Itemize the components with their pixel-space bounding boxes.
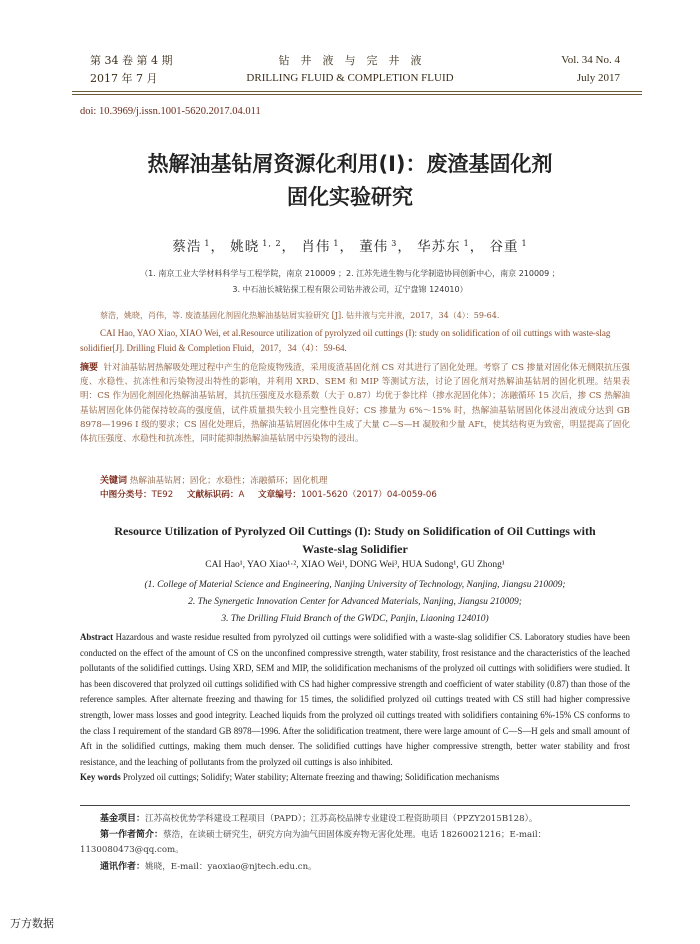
abstract-cn bbox=[80, 361, 630, 446]
author-sup: 1, 2 bbox=[262, 238, 282, 248]
doc-code-value: A bbox=[238, 490, 245, 500]
keywords-en-text: Prolyzed oil cuttings; Solidify; Water stability; Alternate freezing and thawing; Solidification mechanisms bbox=[122, 772, 500, 783]
author-name: 谷重 bbox=[489, 239, 519, 255]
footnote-rule bbox=[80, 805, 630, 806]
volume-en: Vol. 34 No. 4 bbox=[561, 54, 620, 66]
abstract-cn-text: 针对油基钻屑热解吸处理过程中产生的危险废物残渣，采用废渣基固化剂 CS 对其进行了固化处理。考察了 CS 掺量对固化体无侧限抗压强度、水稳性、抗冻性和污染物浸出特性的影响，并利用 XRD、SEM 和 MIP 等测试方法，讨论了固化剂对热解油基钻屑的固化机理。结果表明：CS 作为固化剂固化热解油基钻屑，其抗压强度及水稳系数（大于 0.87）均优于参比样（掺水泥固化体）；冻融循环 15 次后，掺 CS 热解油基钻屑固化体仍能保持较高的强度值，试件质量损失较小且完整性良好；CS 掺量为 6%～15% 时，热解油基钻屑固化体浸出液成分达到 GB 8978—1996 Ⅰ 级的要求；CS 固化处理后，热解油基钻屑固化体中生成了大量 C—S—H 凝胶和少量 AFt，使其结构更为致密，明显提高了固化体抗压强度、水稳性和抗冻性，同时能抑制热解油基钻屑中污染物的浸出。 bbox=[80, 363, 630, 445]
funding-label: 基金项目： bbox=[100, 814, 146, 824]
paper-title-en bbox=[80, 522, 630, 558]
abstract-en bbox=[80, 630, 630, 786]
affiliation-cn-line-2: 3. 中石油长城钻探工程有限公司钻井液公司，辽宁盘锦 124010） bbox=[232, 285, 468, 294]
corresponding-note bbox=[80, 860, 630, 875]
abstract-en-label: Abstract bbox=[80, 632, 114, 642]
author-sup: 1 bbox=[204, 238, 211, 248]
author-sup: 3 bbox=[391, 238, 398, 248]
journal-name-cn: 钻 井 液 与 完 井 液 bbox=[278, 54, 422, 67]
header-rule-thin bbox=[72, 94, 642, 95]
paper-title-cn bbox=[60, 148, 640, 214]
corresponding-label: 通讯作者： bbox=[100, 862, 146, 872]
first-author-note bbox=[80, 828, 630, 858]
title-en-line-2: Waste-slag Solidifier bbox=[302, 542, 408, 556]
keywords-cn bbox=[100, 473, 327, 486]
title-line-1: 热解油基钻屑资源化利用(I)：废渣基固化剂 bbox=[147, 152, 553, 176]
first-author-label: 第一作者简介： bbox=[100, 830, 164, 840]
abstract-en-text: Hazardous and waste residue resulted from pyrolyzed oil cuttings were solidified with a waste-slag solidifier CS. Laboratory studies have been conducted on the effect of the amount of CS on the unconfined compressive strength, water stability, frost resistance and the characteristics of the leached pollutants of the solidified cuttings. Using XRD, SEM and MIP, the solidification mechanisms of the prolyzed oil cuttings with solidifiers were studied. It has been discovered that prolyzed oil cuttings solidified with CS had higher compressive strength and coefficient of water stability (0.87) than those of the reference samples. After alternate freezing and thawing for 15 times, the solidified prolyzed oil cuttings treated with CS still had higher compressive strength, lower mass losses and good integrity. Leached liquids from the prolyzed oil cuttings treated with solidifiers containing 6%-15% CS conforms to the class I requirement of the standard GB 8978—1996. After the solidification treatment, there were large amount of C—S—H gels and small amount of Aft in the solidified cuttings, making them much denser. The solidified cuttings have higher compressive strength, better water stability and frost resistance, and the leaching of pollutants from the prolyzed oil cuttings is also inhibited. bbox=[80, 632, 630, 767]
keywords-en-label: Key words bbox=[80, 772, 121, 783]
author-name: 蔡浩 bbox=[172, 239, 202, 255]
title-line-2: 固化实验研究 bbox=[287, 185, 413, 209]
author-sup: 1 bbox=[463, 238, 470, 248]
author-name: 姚晓 bbox=[230, 239, 260, 255]
citation-en: CAI Hao, YAO Xiao, XIAO Wei, et al.Resource utilization of pyrolyzed oil cuttings (I): study on solidification of oil cuttings with waste-slag solidifier[J]. Drilling Fluid & Completion Fluid，2017，34（4）：59-64. bbox=[80, 328, 611, 353]
date-en: July 2017 bbox=[576, 72, 620, 84]
funding-note bbox=[80, 812, 630, 827]
title-en-line-1: Resource Utilization of Pyrolyzed Oil Cuttings (I): Study on Solidification of Oil Cuttings with bbox=[114, 524, 596, 538]
affiliation-en-line-2: 2. The Synergetic Innovation Center for Advanced Materials, Nanjing, Jiangsu 210009; bbox=[188, 597, 522, 607]
citation-cn: 蔡浩，姚晓，肖伟，等. 废渣基固化剂固化热解油基钻屑实验研究 [J]. 钻井液与完井液，2017，34（4）：59-64. bbox=[100, 311, 500, 320]
affiliation-en-line-1: (1. College of Material Science and Engineering, Nanjing University of Technology, Nanjing, Jiangsu 210009; bbox=[144, 580, 566, 590]
keywords-cn-text: 热解油基钻屑；固化；水稳性；冻融循环；固化机理 bbox=[129, 476, 328, 486]
author-name: 董伟 bbox=[359, 239, 389, 255]
author-sup: 1 bbox=[521, 238, 528, 248]
header-rule bbox=[72, 91, 642, 92]
keywords-cn-label: 关键词 bbox=[100, 476, 128, 486]
doc-code-label: 文献标识码： bbox=[186, 490, 239, 500]
affiliation-en-line-3: 3. The Drilling Fluid Branch of the GWDC, Panjin, Liaoning 124010) bbox=[221, 614, 489, 624]
doi-link[interactable]: doi: 10.3969/j.issn.1001-5620.2017.04.011 bbox=[80, 106, 261, 117]
volume-cn: 第 34 卷 第 4 期 bbox=[90, 54, 173, 67]
journal-name-en: DRILLING FLUID & COMPLETION FLUID bbox=[246, 72, 454, 84]
abstract-cn-label: 摘要 bbox=[80, 363, 99, 373]
funding-text: 江苏高校优势学科建设工程项目（PAPD）；江苏高校品牌专业建设工程资助项目（PPZY2015B128）。 bbox=[145, 814, 538, 824]
journal-header bbox=[0, 0, 700, 100]
watermark: 万方数据 bbox=[10, 917, 54, 930]
classification-line bbox=[100, 488, 437, 500]
authors-cn: 蔡浩 $^1$， 姚晓 $^{1, 2}$， 肖伟 $^1$， 董伟 $^3$， 华苏东 $^1$， 谷重 $^1$ bbox=[172, 238, 528, 255]
date-cn: 2017 年 7 月 bbox=[90, 72, 158, 85]
corresponding-text: 姚晓，E-mail：yaoxiao@njtech.edu.cn。 bbox=[145, 862, 317, 872]
author-name: 肖伟 bbox=[301, 239, 331, 255]
affiliation-cn-line-1: （1. 南京工业大学材料科学与工程学院，南京 210009 ；2. 江苏先进生物与化学制造协同创新中心，南京 210009 ； bbox=[140, 269, 560, 278]
article-id-value: 1001-5620（2017）04-0059-06 bbox=[301, 490, 437, 500]
author-name: 华苏东 bbox=[417, 239, 461, 255]
first-author-text: 蔡浩，在读硕士研究生，研究方向为油气田固体废弃物无害化处理。电话 18260021216；E-mail：1130080473@qq.com。 bbox=[80, 830, 547, 855]
article-id-label: 文章编号： bbox=[258, 490, 301, 500]
author-sup: 1 bbox=[333, 238, 340, 248]
clc-value: TE92 bbox=[151, 490, 174, 500]
clc-label: 中图分类号： bbox=[100, 490, 152, 500]
authors-en: CAI Hao¹, YAO Xiao¹·², XIAO Wei¹, DONG Wei³, HUA Sudong¹, GU Zhong¹ bbox=[205, 560, 505, 570]
